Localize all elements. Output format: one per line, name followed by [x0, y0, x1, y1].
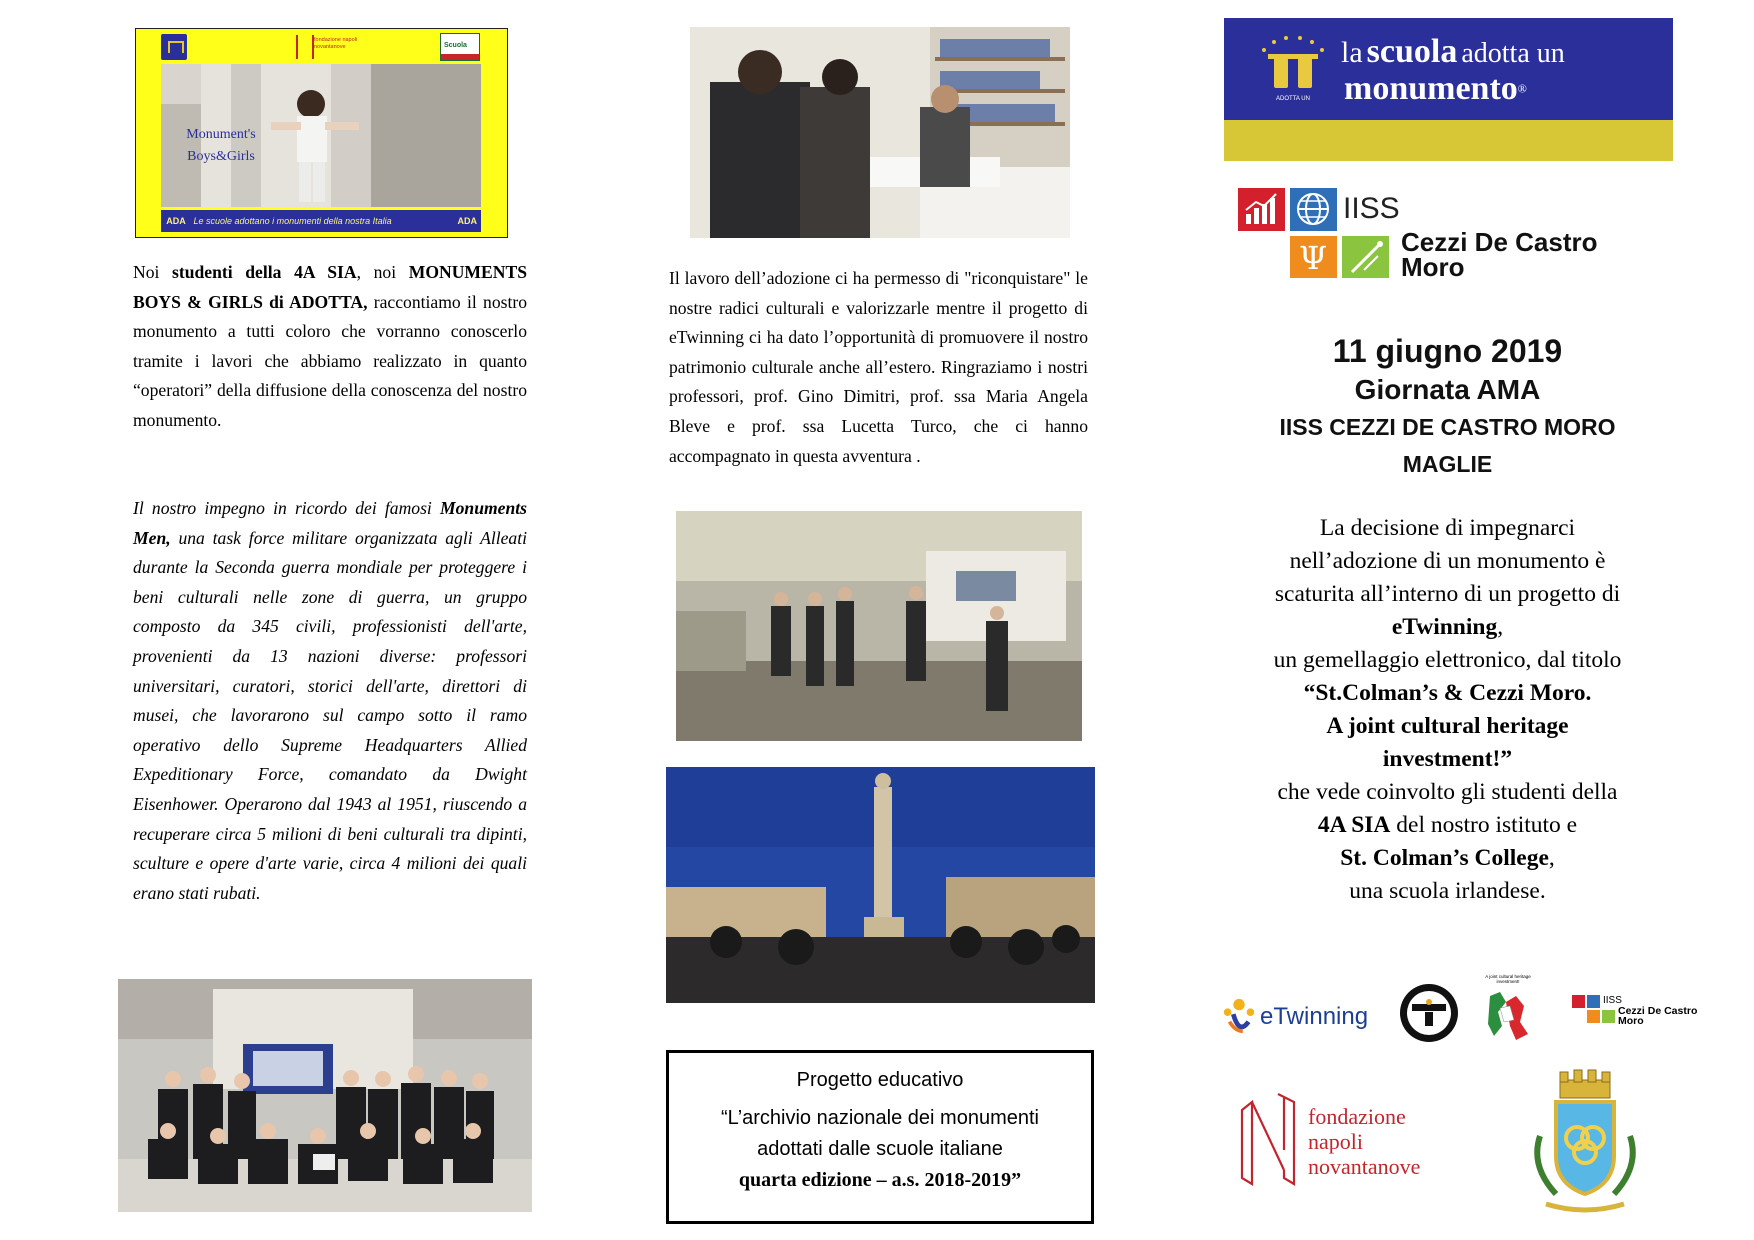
- intro-paragraph: Noi studenti della 4A SIA, noi MONUMENTS BOYS & GIRLS di ADOTTA, raccontiamo il nostro monumento a tutti coloro che vorranno conoscerlo tramite i lavori che abbiamo realizzato in quanto “operatori” della diffusione della conoscenza del nostro monumento.: [133, 262, 528, 430]
- svg-text:Ψ: Ψ: [1298, 239, 1328, 277]
- event-date: 11 giugno 2019: [1332, 333, 1563, 369]
- etwinning-logo-text: eTwinning: [1260, 1003, 1369, 1030]
- presentation-hall-photo: [676, 511, 1082, 741]
- poster-caption-line1: Monument's: [186, 127, 256, 142]
- project-label: Progetto educativo: [796, 1069, 964, 1091]
- fondazione-badge: fondazione napoli novantanove: [296, 35, 366, 61]
- fondazione-word: fondazione: [1308, 1104, 1406, 1129]
- banner-la: la: [1341, 36, 1363, 69]
- etwinning-logo: [1220, 990, 1369, 1042]
- maglie-city-crest-icon: [1526, 1066, 1644, 1221]
- monuments-boys-girls-bold: MONUMENTS BOYS & GIRLS di ADOTTA,: [133, 262, 527, 312]
- library-photo: [690, 27, 1070, 238]
- small-iiss-logo: IISS Cezzi De Castro Moro: [1572, 995, 1690, 1035]
- psi-icon: [1290, 236, 1337, 278]
- poster-badge-left: ADA: [166, 216, 186, 226]
- st-colmans-crest-icon: [1398, 982, 1460, 1044]
- svg-text:ADOTTA UN: ADOTTA UN: [1276, 96, 1310, 102]
- poster-monuments-boys-girls: [135, 28, 508, 238]
- chart-icon: [1238, 188, 1285, 231]
- poster-footer-text: Le scuole adottano i monumenti della nostra Italia: [193, 216, 392, 226]
- school-name: IISS CEZZI DE CASTRO MORO: [1279, 414, 1616, 440]
- city-name: MAGLIE: [1402, 451, 1493, 477]
- class-name-bold: studenti della 4A SIA: [172, 262, 357, 282]
- banner-scuola: scuola: [1366, 33, 1458, 70]
- monuments-men-bold: Monuments Men,: [133, 498, 527, 548]
- banner-logo-icon: [1254, 30, 1332, 108]
- banner-adotta: adotta un: [1461, 38, 1565, 69]
- project-title-line1: “L’archivio nazionale dei monumenti: [721, 1107, 1039, 1129]
- educational-project-box: [666, 1050, 1094, 1224]
- column-monument-photo: [666, 767, 1095, 1003]
- iiss-school-logo: [1238, 188, 1668, 282]
- project-edition: quarta edizione – a.s. 2018-2019”: [738, 1169, 1022, 1191]
- adotta-badge-icon: [161, 34, 187, 60]
- poster-caption-line2: Boys&Girls: [187, 149, 255, 164]
- joint-heritage-logo: [1480, 974, 1536, 1048]
- novantanove-word: novantanove: [1308, 1154, 1421, 1179]
- banner-registered: ®: [1517, 81, 1527, 96]
- project-title-line2: adottati dalle scuole italiane: [757, 1138, 1003, 1160]
- joint-heritage-caption: A joint cultural heritage investment!: [1485, 974, 1531, 984]
- fondazione-napoli-logo: [1238, 1090, 1468, 1188]
- class-group-photo: [118, 979, 532, 1212]
- napoli-word: napoli: [1308, 1129, 1363, 1154]
- etwinning-bold: eTwinning: [1391, 614, 1498, 640]
- adoption-paragraph: Il lavoro dell’adozione ci ha permesso di "riconquistare" le nostre radici culturali e valorizzarle mentre il progetto di eTwinning ci ha dato l’opportunità di promuovere il nostro patrimonio culturale anche all’estero. Ringraziamo i nostri professori, prof. Gino Dimitri, prof. ssa Maria Angela Bleve e prof. ssa Lucetta Turco, che ci hanno accompagnato in questa avventura .: [669, 268, 1088, 466]
- monuments-men-paragraph: Il nostro impegno in ricordo dei famosi Monuments Men, una task force militare organizzata agli Alleati durante la Seconda guerra mondiale per proteggere i beni culturali nelle zone di guerra, un gruppo composto da 345 civili, professionisti dell'arte, provenienti da 13 nazioni diverse: professori universitari, curatori, storici dell'arte, direttori di musei, che lavorarono sul campo sotto il ramo operativo dello Supreme Headquarters Allied Expeditionary Force, comandato da Dwight Eisenhower. Operarono dal 1943 al 1951, riuscendo a recuperare circa 5 milioni di beni culturali tra dipinti, sculture e opere d'arte varie, circa 4 milioni dei quali erano stati rubati.: [133, 498, 527, 903]
- poster-badge-right: ADA: [457, 216, 477, 226]
- compass-icon: [1342, 236, 1389, 278]
- scuola-badge: Scuola: [440, 33, 480, 61]
- iiss-label: IISS: [1343, 192, 1400, 225]
- school-logo-name: Cezzi De Castro Moro: [1401, 227, 1598, 282]
- etwinning-description: La decisione di impegnarci nell’adozione di un monumento è scaturita all’interno di un progetto di eTwinning, un gemellaggio elettronico, dal titolo “St.Colman’s & Cezzi Moro. A joint cultural heritage investment!” che vede coinvolto gli studenti della 4A SIA del nostro istituto e St. Colman’s College, una scuola irlandese.: [1220, 512, 1675, 908]
- scuola-adotta-banner: [1224, 18, 1673, 161]
- globe-icon: [1290, 188, 1337, 231]
- project-title-quote: “St.Colman’s & Cezzi Moro. A joint cultural heritage investment!”: [1303, 680, 1592, 772]
- banner-monumento: monumento: [1344, 70, 1518, 107]
- event-name: Giornata AMA: [1354, 374, 1541, 405]
